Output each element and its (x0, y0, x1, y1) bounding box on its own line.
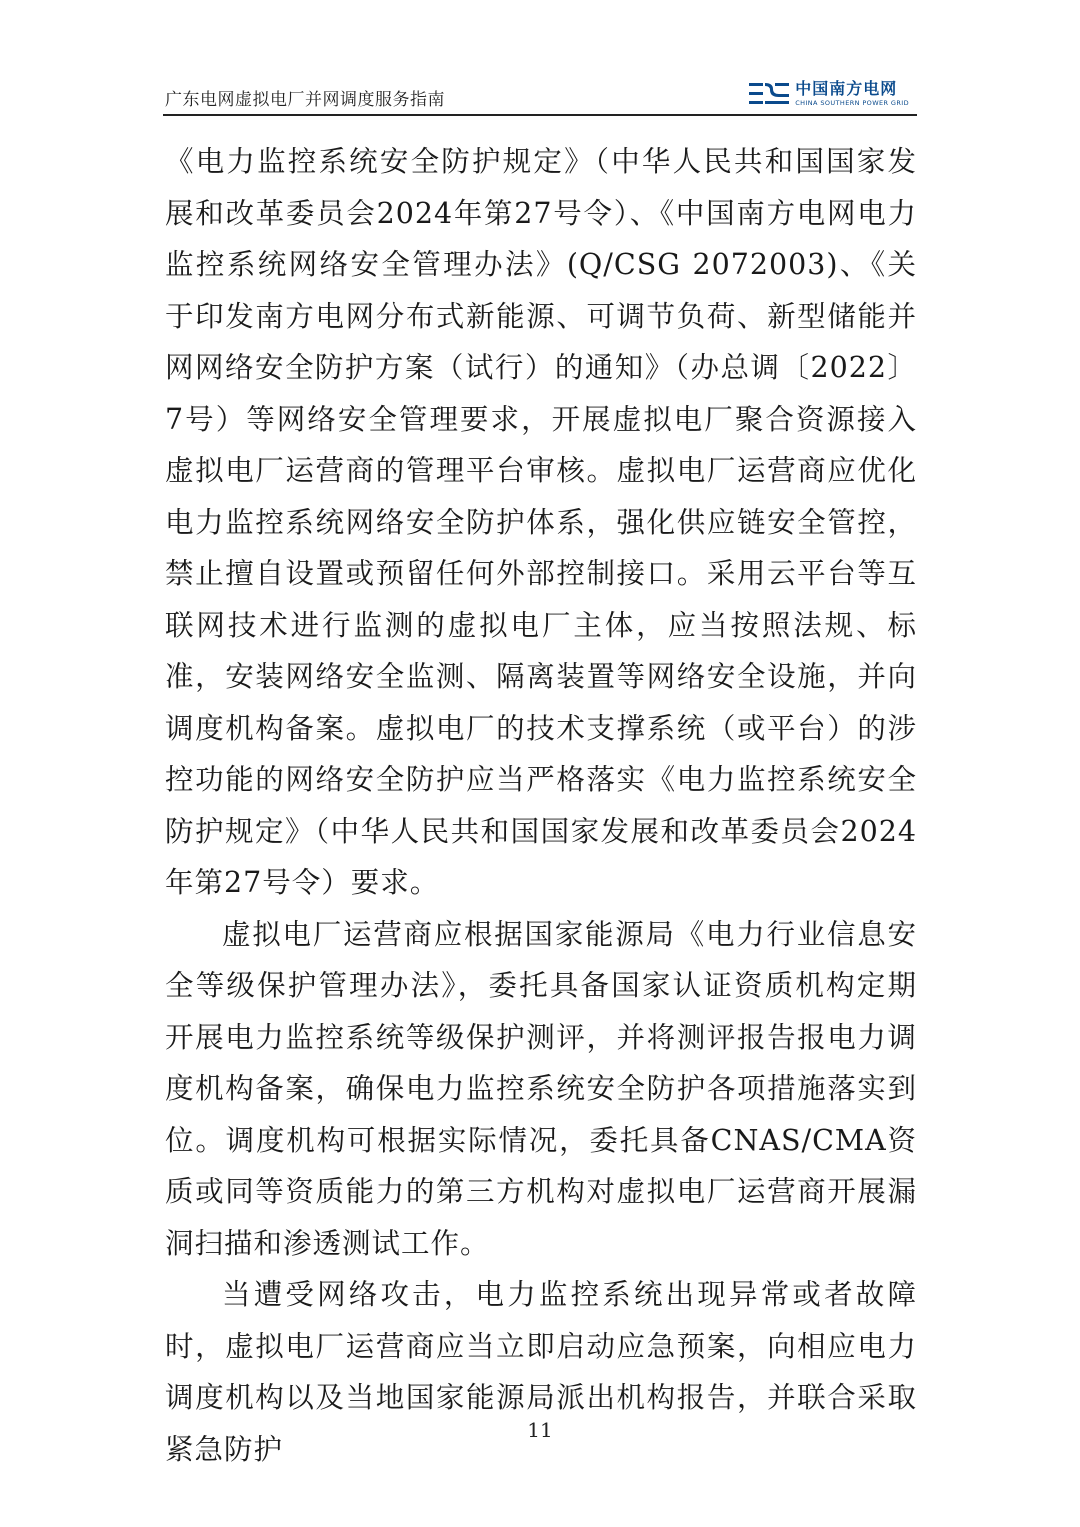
header-divider (163, 114, 917, 116)
page-header (163, 72, 917, 116)
paragraph: 《电力监控系统安全防护规定》（中华人民共和国国家发展和改革委员会2024年第27号令）、《中国南方电网电力监控系统网络安全管理办法》(Q/CSG 2072003)、《关于印发南方电网分布式新能源、可调节负荷、新型储能并网网络安全防护方案（试行）的通知》（办总调〔2022〕7号）等网络安全管理要求，开展虚拟电厂聚合资源接入虚拟电厂运营商的管理平台审核。虚拟电厂运营商应优化电力监控系统网络安全防护体系，强化供应链安全管控，禁止擅自设置或预留任何外部控制接口。采用云平台等互联网技术进行监测的虚拟电厂主体，应当按照法规、标准，安装网络安全监测、隔离装置等网络安全设施，并向调度机构备案。虚拟电厂的技术支撑系统（或平台）的涉控功能的网络安全防护应当严格落实《电力监控系统安全防护规定》（中华人民共和国国家发展和改革委员会2024年第27号令）要求。 (165, 145, 917, 899)
page-number: 11 (527, 1418, 553, 1442)
document-title: 广东电网虚拟电厂并网调度服务指南 (165, 90, 445, 110)
power-grid-logo-icon (749, 80, 789, 108)
logo-name-cn: 中国南方电网 (795, 79, 898, 99)
company-logo (749, 78, 909, 110)
paragraph: 虚拟电厂运营商应根据国家能源局《电力行业信息安全等级保护管理办法》，委托具备国家认证资质机构定期开展电力监控系统等级保护测评，并将测评报告报电力调度机构备案，确保电力监控系统安全防护各项措施落实到位。调度机构可根据实际情况，委托具备CNAS/CMA资质或同等资质能力的第三方机构对虚拟电厂运营商开展漏洞扫描和渗透测试工作。 (165, 917, 917, 1260)
paragraph: 当遭受网络攻击，电力监控系统出现异常或者故障时，虚拟电厂运营商应当立即启动应急预案，向相应电力调度机构以及当地国家能源局派出机构报告，并联合采取紧急防护 (165, 1278, 917, 1466)
logo-name-en: CHINA SOUTHERN POWER GRID (795, 99, 909, 108)
document-body (165, 136, 917, 1475)
